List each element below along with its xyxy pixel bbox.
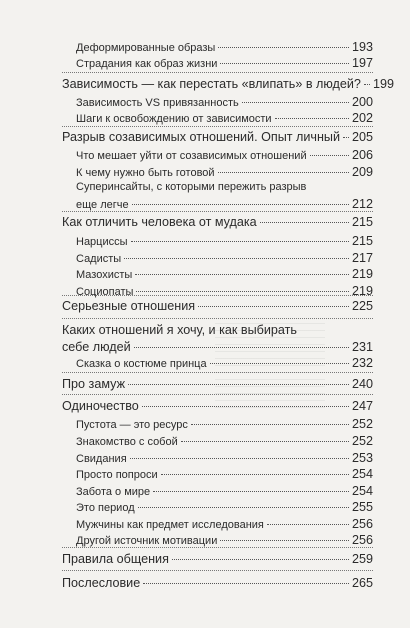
toc-chapter-title: Как отличить человека от мудака (62, 215, 257, 229)
leader-dots (210, 363, 349, 364)
leader-dots (131, 241, 349, 242)
leader-dots (198, 306, 349, 307)
toc-entry-title: К чему нужно быть готовой (76, 167, 215, 179)
toc-entry-title-line1: Суперинсайты, с которыми пережить разрыв (76, 181, 307, 193)
toc-entry (76, 234, 373, 248)
leader-dots (218, 172, 349, 173)
leader-dots (220, 540, 349, 541)
leader-dots (136, 291, 349, 292)
toc-chapter-title: Зависимость — как перестать «влипать» в людей? (62, 77, 361, 91)
leader-dots (267, 524, 349, 525)
toc-entry (76, 111, 373, 125)
toc-entry-title: Пустота — это ресурс (76, 419, 188, 431)
toc-entry-page: 215 (351, 234, 373, 248)
toc-entry-page: 212 (351, 197, 373, 211)
toc-entry-title: Что мешает уйти от созависимых отношений (76, 150, 307, 162)
toc-entry-page: 193 (351, 40, 373, 54)
section-divider (62, 295, 373, 296)
toc-entry-page: 254 (351, 484, 373, 498)
leader-dots (142, 406, 349, 407)
leader-dots (124, 258, 349, 259)
toc-entry-title: Деформированные образы (76, 42, 216, 54)
toc-chapter-page: 205 (352, 130, 374, 144)
leader-dots (242, 102, 349, 103)
toc-entry-title: Сказка о костюме принца (76, 358, 207, 370)
leader-dots (153, 491, 349, 492)
leader-dots (181, 441, 349, 442)
toc-entry-page: 255 (351, 500, 373, 514)
toc-entry (76, 197, 373, 211)
toc-chapter-page: 231 (351, 340, 373, 354)
toc-chapter-page: 247 (351, 399, 373, 413)
toc-entry (76, 356, 373, 370)
toc-chapter-page: 225 (351, 299, 373, 313)
toc-entry-page: 254 (351, 467, 373, 481)
toc-chapter-title-line1: Каких отношений я хочу, и как выбирать (62, 323, 297, 337)
section-divider (62, 372, 373, 373)
leader-dots (138, 507, 349, 508)
toc-entry-title: Шаги к освобождению от зависимости (76, 113, 272, 125)
toc-entry-title: Садисты (76, 253, 122, 265)
toc-chapter (62, 340, 373, 354)
toc-entry-page: 202 (351, 111, 373, 125)
toc-entry-page: 200 (351, 95, 373, 109)
toc-chapter (62, 299, 373, 313)
toc-entry-page: 217 (351, 251, 373, 265)
toc-entry-title: Мазохисты (76, 269, 133, 281)
toc-entry-title: Страдания как образ жизни (76, 58, 218, 70)
toc-chapter-page: 259 (351, 552, 373, 566)
section-divider (62, 126, 373, 127)
toc-chapter (62, 377, 373, 391)
leader-dots (134, 347, 349, 348)
leader-dots (191, 424, 349, 425)
toc-chapter-title: Одиночество (62, 399, 139, 413)
toc-chapter-title: Послесловие (62, 576, 141, 590)
leader-dots (218, 47, 349, 48)
toc-chapter (62, 215, 373, 229)
toc-entry-page: 206 (351, 148, 373, 162)
section-divider (62, 318, 373, 319)
toc-entry-title: Зависимость VS привязанность (76, 97, 239, 109)
toc-chapter-title: Про замуж (62, 377, 125, 391)
section-divider (62, 394, 373, 395)
toc-entry-title: Нарциссы (76, 236, 128, 248)
toc-entry-page: 256 (351, 517, 373, 531)
toc-entry-title: Свидания (76, 453, 127, 465)
toc-entry (76, 251, 373, 265)
section-divider (62, 570, 373, 571)
toc-entry-page: 252 (351, 434, 373, 448)
toc-entry (76, 165, 373, 179)
toc-entry-title: Знакомство с собой (76, 436, 178, 448)
toc-entry-title: Это период (76, 502, 135, 514)
leader-dots (172, 559, 349, 560)
toc-entry (76, 267, 373, 281)
toc-entry-page: 197 (351, 56, 373, 70)
toc-chapter-page: 265 (351, 576, 373, 590)
toc-entry-page: 219 (351, 267, 373, 281)
toc-entry-title: Просто попроси (76, 469, 158, 481)
toc-entry (76, 533, 373, 547)
toc-entry (76, 417, 373, 431)
leader-dots (130, 458, 349, 459)
toc-entry (76, 40, 373, 54)
leader-dots (132, 204, 349, 205)
toc-chapter-page: 240 (351, 377, 373, 391)
toc-entry-page: 209 (351, 165, 373, 179)
toc-chapter (62, 552, 373, 566)
toc-entry-page: 252 (351, 417, 373, 431)
leader-dots (128, 384, 349, 385)
toc-chapter (62, 77, 394, 91)
toc-entry-page: 256 (351, 533, 373, 547)
section-divider (62, 211, 373, 212)
toc-entry-title: Другой источник мотивации (76, 535, 218, 547)
toc-entry-page: 232 (351, 356, 373, 370)
section-divider (62, 72, 373, 73)
toc-entry (76, 467, 373, 481)
toc-chapter (62, 399, 373, 413)
toc-entry (76, 484, 373, 498)
toc-entry (76, 434, 373, 448)
toc-entry (76, 500, 373, 514)
toc-chapter-page: 199 (372, 77, 394, 91)
toc-entry-title: Мужчины как предмет исследования (76, 519, 264, 531)
leader-dots (310, 155, 349, 156)
toc-chapter-title: Серьезные отношения (62, 299, 196, 313)
toc-entry (76, 148, 373, 162)
toc-entry (76, 451, 373, 465)
toc-chapter-page: 215 (351, 215, 373, 229)
toc-entry-title: Забота о мире (76, 486, 151, 498)
toc-entry (76, 517, 373, 531)
toc-entry-title: Социопаты (76, 286, 134, 298)
toc-chapter-title: Правила общения (62, 552, 169, 566)
leader-dots (220, 63, 349, 64)
leader-dots (161, 474, 349, 475)
toc-chapter-title-line2: себе людей (62, 340, 131, 354)
toc-chapter-title: Разрыв созависимых отношений. Опыт личный (62, 130, 341, 144)
toc-entry-page: 253 (351, 451, 373, 465)
leader-dots (260, 222, 349, 223)
toc-entry (76, 95, 373, 109)
toc-entry-page: 219 (351, 284, 373, 298)
leader-dots (143, 583, 349, 584)
leader-dots (343, 137, 349, 138)
section-divider (62, 547, 373, 548)
toc-entry (76, 56, 373, 70)
leader-dots (275, 118, 349, 119)
toc-entry-title-line2: еще легче (76, 199, 129, 211)
toc-chapter (62, 130, 373, 144)
leader-dots (364, 84, 370, 85)
toc-chapter (62, 576, 373, 590)
leader-dots (135, 274, 349, 275)
